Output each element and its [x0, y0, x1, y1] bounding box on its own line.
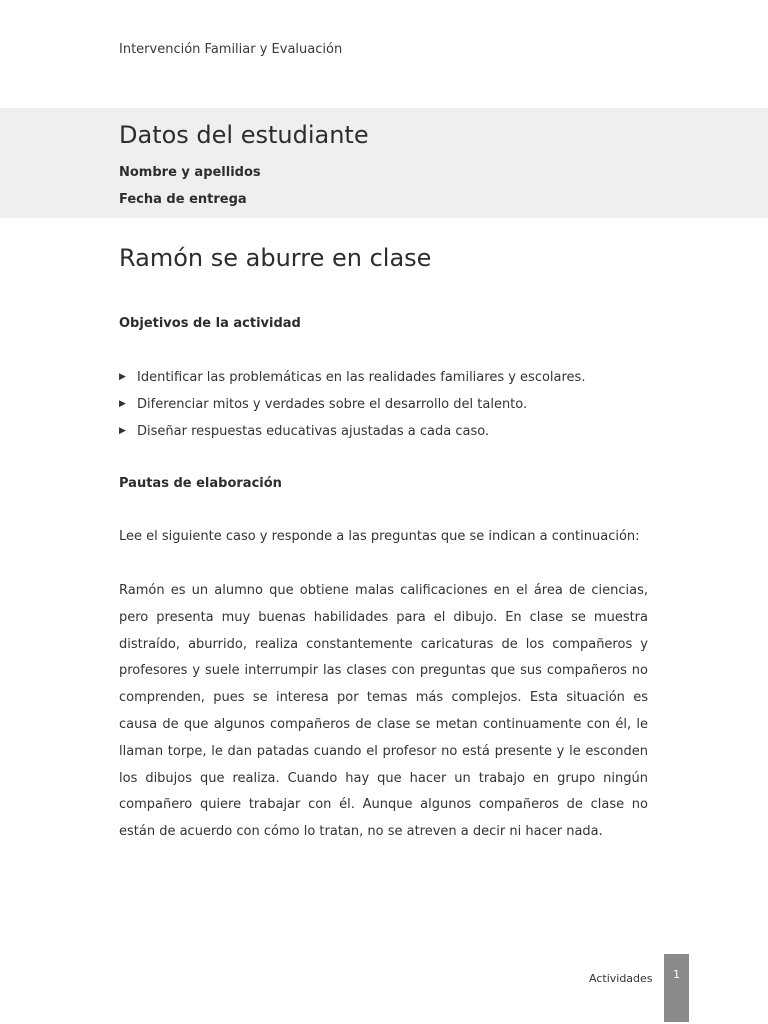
- list-item: [119, 396, 649, 423]
- page-number-tab: [664, 954, 689, 1022]
- objective-text: Diseñar respuestas educativas ajustadas a cada caso.: [137, 424, 490, 439]
- triangle-bullet-icon: ▶: [119, 399, 126, 409]
- page-number: 1: [673, 968, 680, 981]
- triangle-bullet-icon: ▶: [119, 372, 126, 382]
- document-title: Ramón se aburre en clase: [119, 244, 432, 272]
- intro-paragraph: Lee el siguiente caso y responde a las preguntas que se indican a continuación:: [119, 529, 640, 544]
- triangle-bullet-icon: ▶: [119, 426, 126, 436]
- student-name-label: Nombre y apellidos: [119, 165, 261, 180]
- case-paragraph: Ramón es un alumno que obtiene malas calificaciones en el área de ciencias, pero presenta muy buenas habilidades para el dibujo. En clase se muestra distraído, aburrido, realiza constantemente caricaturas de los compañeros y profesores y suele interrumpir las clases con preguntas que sus compañeros no comprenden, pues se interesa por temas más complejos. Esta situación es causa de que algunos compañeros de clase se metan continuamente con él, le llaman torpe, le dan patadas cuando el profesor no está presente y le esconden los dibujos que realiza. Cuando hay que hacer un trabajo en grupo ningún compañero quiere trabajar con él. Aunque algunos compañeros de clase no están de acuerdo con cómo lo tratan, no se atreven a decir ni hacer nada.: [119, 583, 648, 840]
- running-header: Intervención Familiar y Evaluación: [119, 42, 343, 57]
- objectives-heading: Objetivos de la actividad: [119, 316, 301, 331]
- student-data-box: [0, 108, 768, 218]
- objectives-list: [119, 369, 649, 450]
- list-item: [119, 423, 649, 450]
- student-data-title: Datos del estudiante: [119, 121, 369, 149]
- guidelines-heading: Pautas de elaboración: [119, 476, 282, 491]
- list-item: [119, 369, 649, 396]
- objective-text: Identificar las problemáticas en las realidades familiares y escolares.: [137, 370, 586, 385]
- student-date-label: Fecha de entrega: [119, 192, 247, 207]
- footer-label: Actividades: [589, 972, 653, 985]
- objective-text: Diferenciar mitos y verdades sobre el desarrollo del talento.: [137, 397, 528, 412]
